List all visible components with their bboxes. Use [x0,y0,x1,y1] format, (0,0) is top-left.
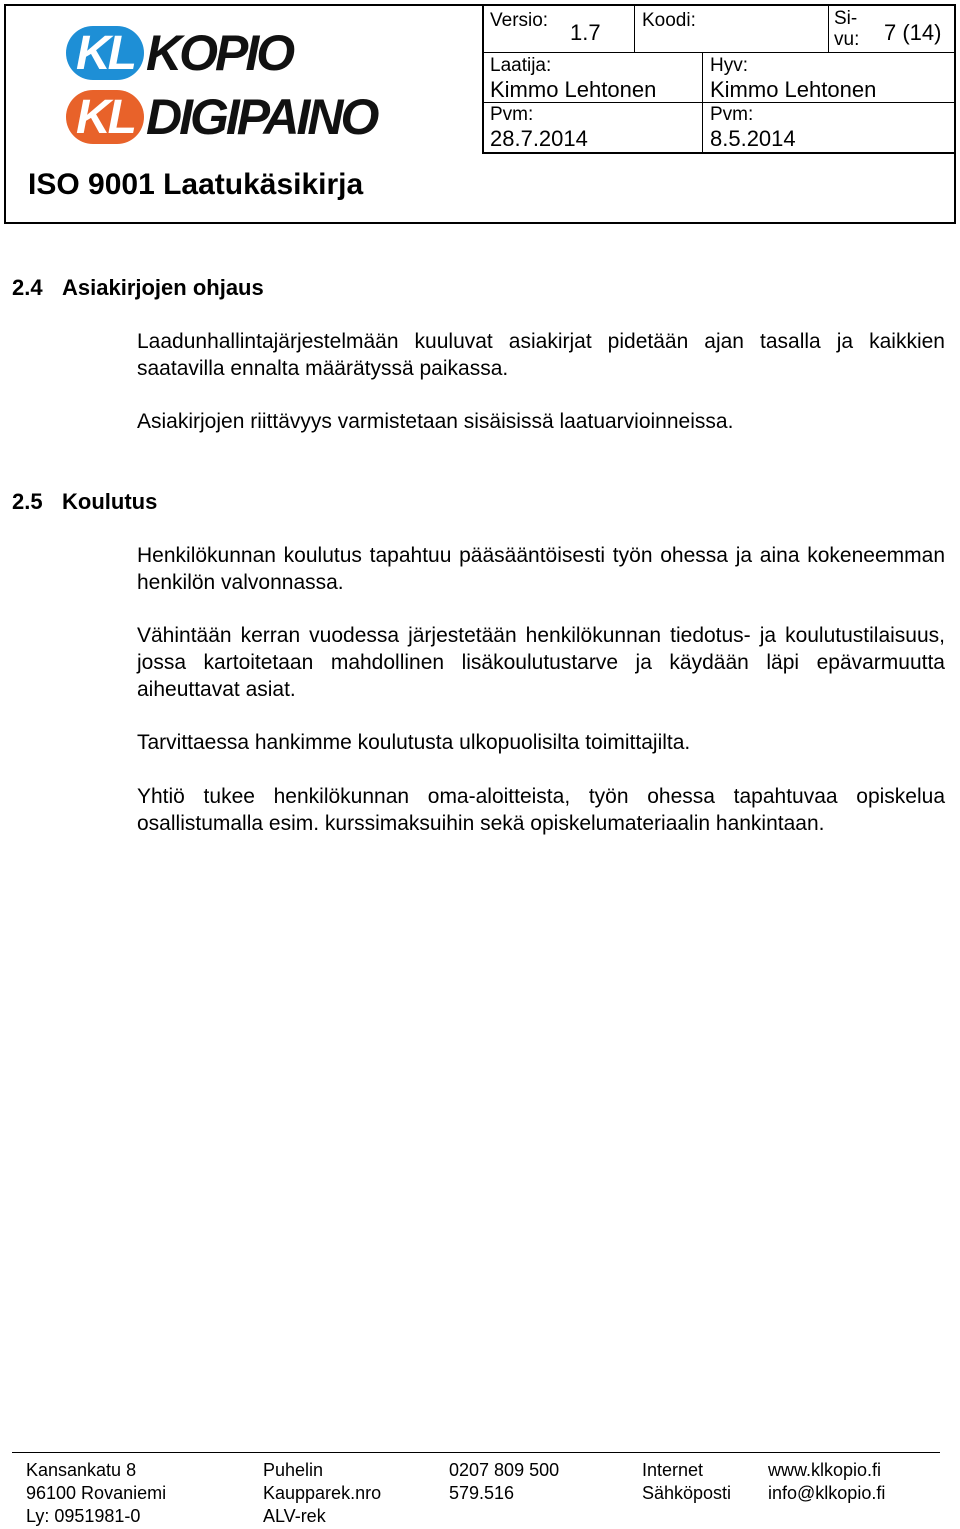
version-value: 1.7 [570,20,601,45]
paragraph: Asiakirjojen riittävyys varmistetaan sisäisissä laatuarvioinneissa. [137,410,734,433]
section-title: Asiakirjojen ohjaus [62,275,264,300]
approver-date-label: Pvm: [710,104,754,125]
section-title: Koulutus [62,489,158,514]
section-heading-2-5 [12,489,157,515]
logo-klkopio [66,22,292,84]
approver-value: Kimmo Lehtonen [710,77,877,102]
company-logo [66,18,426,148]
section-number: 2.4 [12,275,43,300]
footer-email-link[interactable]: info@klkopio.fi [768,1483,886,1503]
meta-divider [828,6,829,52]
section-number: 2.5 [12,489,43,514]
paragraph: Tarvittaessa hankimme koulutusta ulkopuolisilta toimittajilta. [137,731,691,754]
page-label-line1: Si- [834,8,858,29]
footer-website-link[interactable]: www.klkopio.fi [768,1460,882,1480]
logo-kl-blue: KL [66,26,144,80]
footer-address-city: 96100 Rovaniemi [26,1483,167,1503]
footer-address-street: Kansankatu 8 [26,1460,137,1480]
paragraph: Henkilökunnan koulutus tapahtuu pääsääntöisesti työn ohessa ja aina kokeneemman henkilön valvonnassa. [137,544,945,594]
logo-kl-orange: KL [66,90,144,144]
logo-kldigipaino [66,86,376,148]
paragraph: Vähintään kerran vuodessa järjestetään henkilökunnan tiedotus- ja koulutustilaisuus, jossa kartoitetaan mahdollinen lisäkoulutustarve ja käydään läpi epävarmuutta aiheuttavat asiat. [137,624,945,701]
author-label: Laatija: [490,55,552,76]
footer-internet-label: Internet [642,1460,704,1480]
footer-phone-label: Puhelin [263,1460,324,1480]
approver-date-value: 8.5.2014 [710,126,796,151]
code-label: Koodi: [642,10,696,31]
page-value: 7 (14) [884,20,942,45]
author-value: Kimmo Lehtonen [490,77,657,102]
document-meta-table [482,6,956,154]
meta-divider [634,6,635,52]
paragraph: Yhtiö tukee henkilökunnan oma-aloitteista, työn ohessa tapahtuvaa opiskelua osallistumalla esim. kurssimaksuihin sekä opiskelumateriaalin hankintaan. [137,785,945,835]
footer-vat-label: ALV-rek [263,1506,326,1526]
logo-word-kopio: KOPIO [145,25,293,81]
page-label [834,8,859,50]
author-date-label: Pvm: [490,104,534,125]
meta-divider [484,52,956,53]
section-heading-2-4 [12,275,264,301]
page-label-line2: vu: [834,29,860,50]
paragraph: Laadunhallintajärjestelmään kuuluvat asiakirjat pidetään ajan tasalla ja kaikkien saatavilla ennalta määrätyssä paikassa. [137,330,945,380]
footer-business-id: Ly: 0951981-0 [26,1506,141,1526]
version-label: Versio: [490,10,549,31]
author-date-value: 28.7.2014 [490,126,588,151]
footer-divider [12,1452,940,1453]
logo-word-digipaino: DIGIPAINO [145,89,377,145]
footer-trade-register-value: 579.516 [449,1483,515,1503]
document-header [4,4,956,224]
footer-trade-register-label: Kaupparek.nro [263,1483,382,1503]
approver-label: Hyv: [710,55,748,76]
footer-phone-value: 0207 809 500 [449,1460,560,1480]
document-title: ISO 9001 Laatukäsikirja [28,168,364,201]
footer-email-label: Sähköposti [642,1483,732,1503]
